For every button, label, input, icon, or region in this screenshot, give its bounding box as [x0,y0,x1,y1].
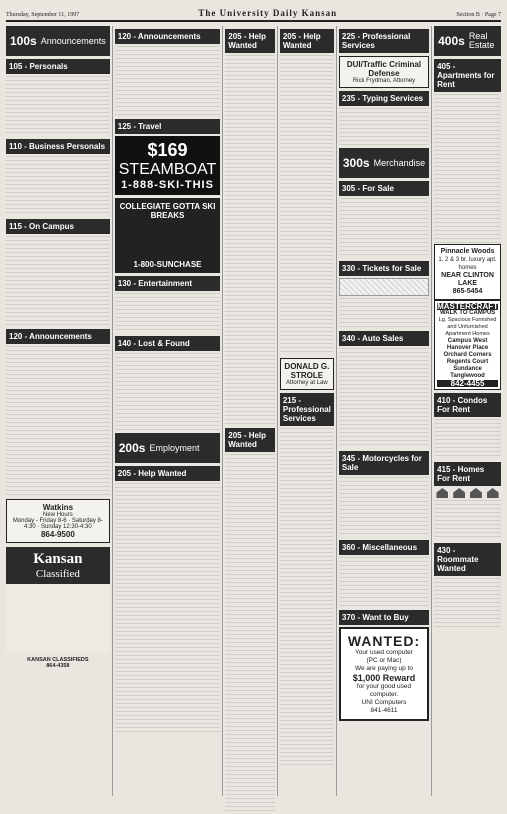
category-header: 305 - For Sale [339,181,429,196]
ad-phone: 1-800-SUNCHASE [133,260,202,269]
ad-subhead: Rick Frydman, Attorney [352,78,416,84]
category-header: 205 - Help Wanted [225,29,275,53]
ad-headline: DONALD G. STROLE [284,362,330,380]
category-header: 235 - Typing Services [339,91,429,106]
category-header: 130 - Entertainment [115,276,221,291]
houses-graphic [434,488,501,498]
category-header: 115 - On Campus [6,219,110,234]
category-header: 120 - Announcements [6,329,110,344]
ad-phone: 1-888-SKI-THIS [121,179,214,191]
ad-phone: 865-5454 [452,288,483,295]
ad-phone: 841-4611 [370,707,398,714]
pinnacle-woods-ad [434,244,501,300]
steamboat-ski-ad [115,136,221,195]
classified-text-block [225,454,275,814]
ad-subhead: New Hours [43,512,73,518]
category-header: 205 - Help Wanted [225,428,275,452]
ad-headline: DUI/Traffic Criminal Defense [346,60,422,78]
ad-company: UNI Computers [361,699,407,706]
classified-text-block [115,483,221,733]
masthead [6,6,501,22]
classified-text-block [115,46,221,116]
category-header: 205 - Help Wanted [280,29,334,53]
category-header: 110 - Business Personals [6,139,110,154]
ad-location: Campus West [447,338,488,344]
kansan-classified-logo [6,547,110,584]
category-header: 370 - Want to Buy [339,610,429,625]
ad-phone: 842-4455 [437,380,498,387]
classified-text-block [434,500,501,540]
section-number: 100s [10,34,37,48]
watkins-ad [6,499,110,543]
ad-headline: MASTERCRAFT [437,302,498,311]
masthead-section: Section B · Page 7 [456,12,501,18]
category-header: 345 - Motorcycles for Sale [339,451,429,475]
section-title: Employment [149,442,200,453]
category-header: 205 - Help Wanted [115,466,221,481]
category-header: 430 - Roommate Wanted [434,543,501,576]
column-1 [6,26,110,796]
category-header: 215 - Professional Services [280,393,334,426]
classified-text-block [434,94,501,244]
section-number: 300s [342,156,370,170]
section-title: Merchandise [373,157,426,168]
section-number: 200s [118,441,146,455]
classified-text-block [225,55,275,425]
ad-line: NEAR CLINTON LAKE [441,272,494,287]
classified-text-block [280,428,334,768]
ad-location: Orchard Corners [443,352,492,358]
column-3 [222,26,275,796]
ad-location: Regents Court [446,359,489,365]
ad-headline: WANTED: [347,633,421,649]
section-title: Announcements [40,35,106,46]
ticket-image [339,278,429,296]
office-phone: 864-4358 [46,663,70,669]
ad-headline: COLLEGIATE GOTTA SKI BREAKS [119,202,216,220]
classified-text-block [339,477,429,537]
category-header: 140 - Lost & Found [115,336,221,351]
category-header: 105 - Personals [6,59,110,74]
ad-line: WALK TO CAMPUS [439,310,496,316]
real-estate-header [434,26,501,56]
logo-subtitle: Classified [35,568,80,580]
ad-phone: 864-9500 [40,530,75,539]
ad-subhead: Attorney at Law [286,380,328,386]
classified-text-block [6,346,110,496]
ad-location: Sundance [453,366,482,372]
ad-label: STEAMBOAT [118,161,217,178]
ad-location: Tanglewood [450,373,485,379]
category-header: 405 - Apartments for Rent [434,59,501,92]
collegiate-ski-ad [115,198,221,273]
ad-headline: Pinnacle Woods [440,248,495,255]
classified-text-block [434,419,501,459]
classified-text-block [6,236,110,326]
category-header: 125 - Travel [115,119,221,134]
category-header: 340 - Auto Sales [339,331,429,346]
ad-line: for your good used computer. [356,683,412,698]
masthead-date: Thursday, September 11, 1997 [6,12,80,18]
ad-headline: Watkins [42,503,74,512]
section-title: Real Estate [468,31,495,50]
ad-line: 1, 2 & 3 br. luxury apt. homes [438,257,497,271]
merchandise-header [339,148,429,178]
masthead-paper-name: The University Daily Kansan [198,8,338,18]
dui-attorney-ad [339,56,429,88]
announcements-header [6,26,110,56]
classified-text-block [339,348,429,448]
classified-text-block [339,557,429,607]
mastercraft-ad [434,300,501,390]
classified-text-block [434,578,501,628]
classified-text-block [6,76,110,136]
office-title: KANSAN CLASSIFIEDS [27,657,89,663]
classified-text-block [280,55,334,355]
category-header: 225 - Professional Services [339,29,429,53]
ad-line: We are paying up to [354,665,414,672]
column-5 [336,26,429,796]
classified-text-block [115,293,221,333]
category-index [6,584,110,654]
classified-text-block [6,156,110,216]
classified-text-block [339,298,429,328]
lawyer-ad [280,358,334,390]
ad-price: $169 [147,140,188,160]
classified-text-block [339,198,429,258]
category-header: 360 - Miscellaneous [339,540,429,555]
ad-line: Lg. Spacious Furnished and Unfurnished Apartment Homes [438,317,497,337]
classified-office [6,657,110,669]
category-header: 415 - Homes For Rent [434,462,501,486]
category-header: 120 - Announcements [115,29,221,44]
column-4 [277,26,334,796]
section-number: 400s [438,34,465,48]
category-header: 330 - Tickets for Sale [339,261,429,276]
ad-location: Hanover Place [446,345,489,351]
category-header: 410 - Condos For Rent [434,393,501,417]
classified-text-block [115,353,221,433]
classified-text-block [339,108,429,148]
logo-title: Kansan [33,551,83,567]
wanted-computer-ad [339,627,429,721]
ad-amount: $1,000 Reward [352,673,416,683]
ad-line: Your used computer [355,649,413,656]
ad-hours: Monday - Friday 8-6 · Saturday 8-4:30 · Sunday 12:30-4:30 [12,518,103,530]
column-6 [431,26,501,796]
column-2 [112,26,221,796]
employment-header [115,433,221,463]
ad-line: (PC or Mac) [366,657,402,664]
